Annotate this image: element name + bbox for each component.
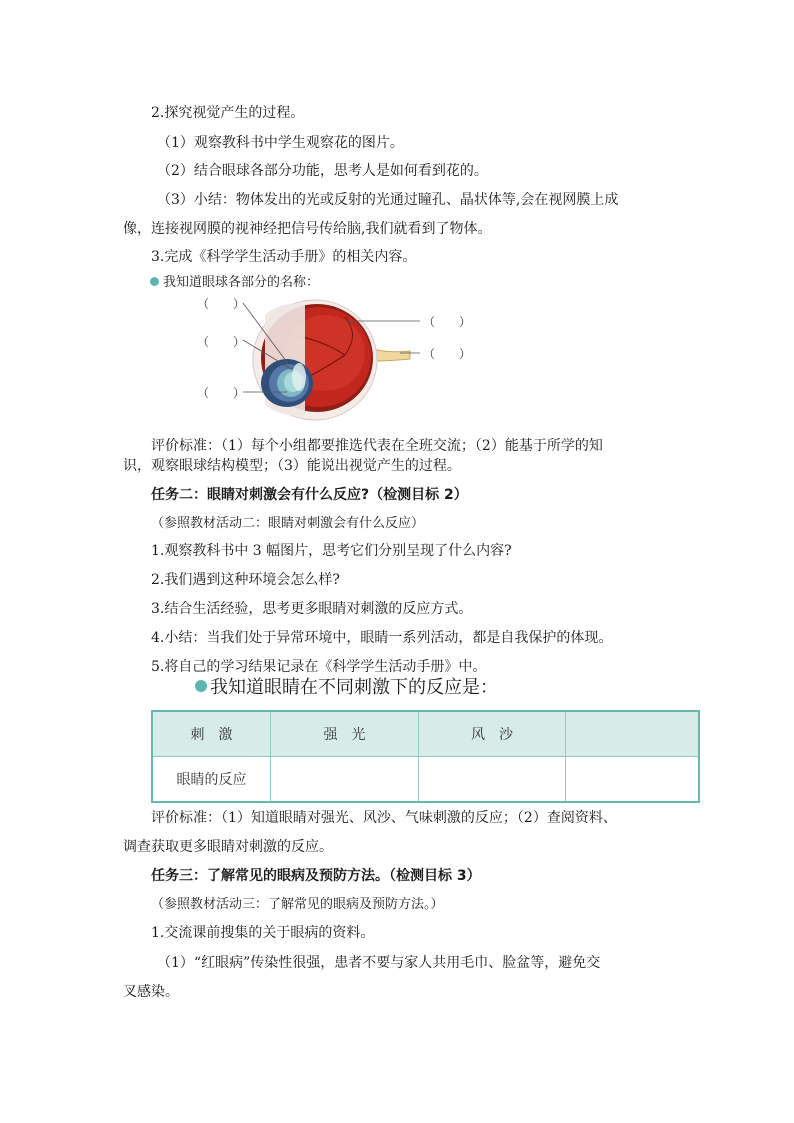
- task2-step-3: 3.结合生活经验，思考更多眼睛对刺激的反应方式。: [151, 601, 473, 617]
- criteria-line-1: 评价标准：（1）每个小组都要推选代表在全班交流；（2）能基于所学的知: [151, 438, 603, 454]
- criteria-line-2: 识，观察眼球结构模型；（3）能说出视觉产生的过程。: [123, 458, 461, 474]
- reaction-table-heading-text: 我知道眼睛在不同刺激下的反应是：: [210, 677, 498, 698]
- header-blank[interactable]: [566, 711, 700, 757]
- label-blank-4[interactable]: （ ）: [423, 315, 472, 329]
- step-activity-book: 3.完成《科学学生活动手册》的相关内容。: [151, 249, 417, 265]
- task3-item-line-1: （1）“红眼病”传染性很强，患者不要与家人共用毛巾、脸盆等，避免交: [157, 955, 601, 971]
- task2-step-2: 2.我们遇到这种环境会怎么样?: [151, 572, 340, 588]
- table-header-row: [152, 711, 699, 757]
- task2-step-5: 5.将自己的学习结果记录在《科学学生活动手册》中。: [151, 659, 487, 675]
- cell-blank-reaction[interactable]: [566, 757, 700, 803]
- task3-step-1: 1.交流课前搜集的关于眼病的资料。: [151, 925, 375, 941]
- task2-step-1: 1.观察教科书中 3 幅图片，思考它们分别呈现了什么内容?: [151, 543, 512, 559]
- criteria2-line-1: 评价标准：（1）知道眼睛对强光、风沙、气味刺激的反应；（2）查阅资料、: [151, 810, 617, 826]
- label-blank-1[interactable]: （ ）: [197, 297, 246, 311]
- think-item: （2）结合眼球各部分功能，思考人是如何看到花的。: [157, 163, 488, 179]
- bullet-icon: [150, 277, 159, 286]
- task2-title: 任务二：眼睛对刺激会有什么反应?（检测目标 2）: [151, 487, 468, 503]
- label-blank-5[interactable]: （ ）: [423, 347, 472, 361]
- header-stimulus: 刺 激: [152, 711, 271, 757]
- label-blank-2[interactable]: （ ）: [197, 335, 246, 349]
- eye-parts-prompt: [150, 273, 319, 293]
- task2-reference: （参照教材活动二：眼睛对刺激会有什么反应）: [151, 516, 425, 531]
- header-strong-light: 强 光: [271, 711, 419, 757]
- task3-item-line-2: 叉感染。: [123, 984, 179, 1000]
- reaction-table-heading: [195, 676, 498, 700]
- task3-reference: （参照教材活动三：了解常见的眼病及预防方法。）: [151, 897, 444, 912]
- bullet-icon: [195, 680, 207, 692]
- eye-parts-prompt-text: 我知道眼球各部分的名称：: [163, 275, 320, 290]
- table-row: [152, 757, 699, 803]
- eye-diagram: [195, 295, 485, 425]
- summary-line-1: （3）小结：物体发出的光或反射的光通过瞳孔、晶状体等,会在视网膜上成: [157, 192, 619, 208]
- task2-step-4: 4.小结：当我们处于异常环境中，眼睛一系列活动，都是自我保护的体现。: [151, 630, 613, 646]
- cell-wind-sand-reaction[interactable]: [419, 757, 566, 803]
- summary-line-2: 像，连接视网膜的视神经把信号传给脑,我们就看到了物体。: [123, 221, 492, 237]
- row-label-eye-reaction: 眼睛的反应: [152, 757, 271, 803]
- reaction-table: [151, 710, 700, 803]
- observe-item: （1）观察教科书中学生观察花的图片。: [157, 135, 404, 151]
- step-title: 2.探究视觉产生的过程。: [151, 105, 305, 121]
- task3-title: 任务三：了解常见的眼病及预防方法。（检测目标 3）: [151, 868, 481, 884]
- criteria2-line-2: 调查获取更多眼睛对刺激的反应。: [123, 839, 333, 855]
- label-blank-3[interactable]: （ ）: [197, 386, 246, 400]
- cell-strong-light-reaction[interactable]: [271, 757, 419, 803]
- header-wind-sand: 风 沙: [419, 711, 566, 757]
